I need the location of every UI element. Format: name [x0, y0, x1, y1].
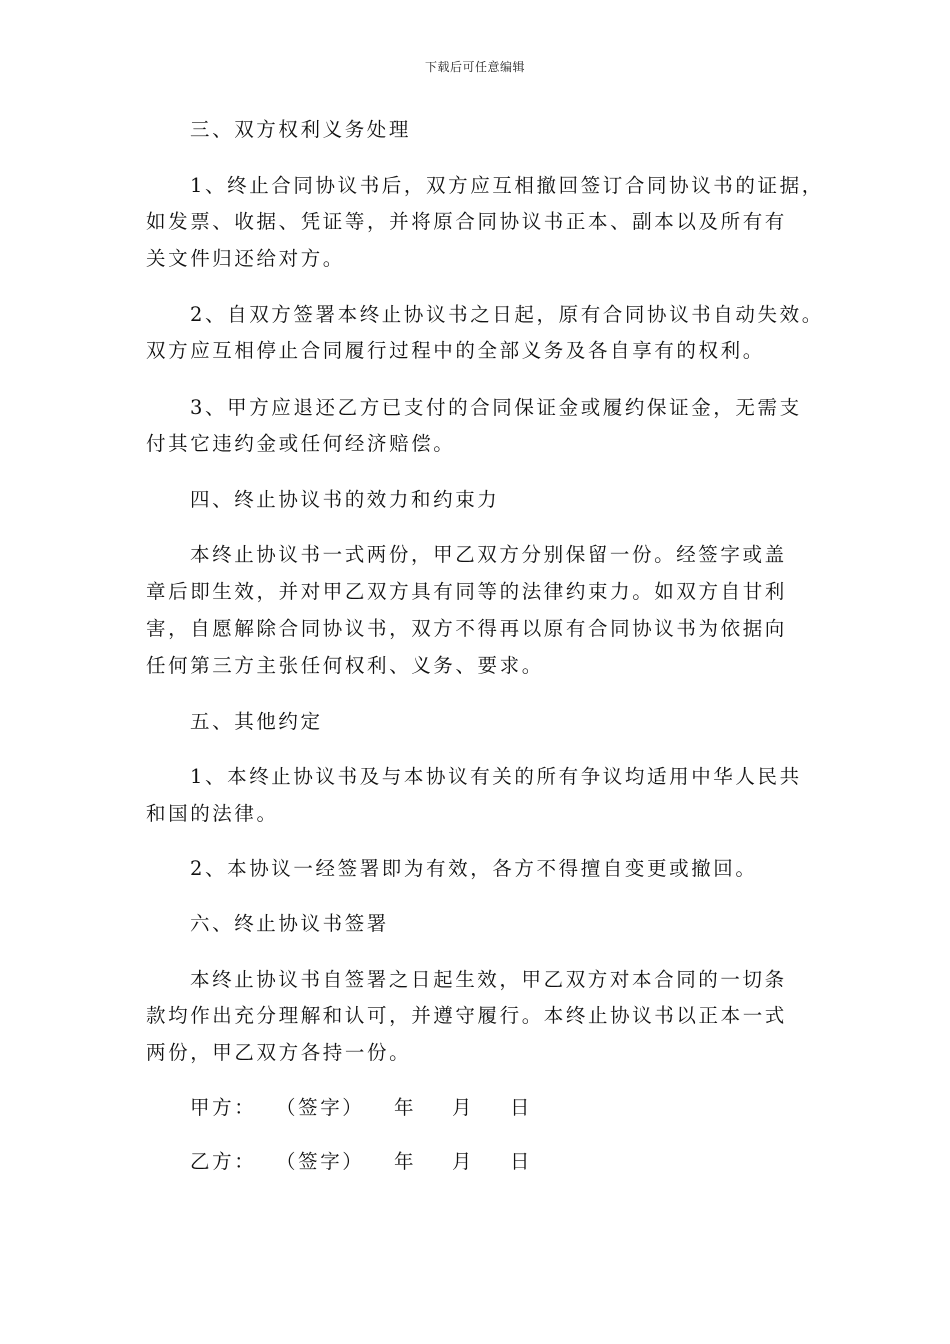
day-label: 日 [510, 1150, 533, 1173]
paragraph-line: 章后即生效，并对甲乙双方具有同等的法律约束力。如双方自甘利 [146, 580, 787, 603]
sign-label: （签字） [276, 1096, 365, 1119]
signature-row-party-b [190, 1150, 532, 1174]
paragraph-line: 3、甲方应退还乙方已支付的合同保证金或履约保证金，无需支 [190, 396, 802, 419]
paragraph-line: 1、本终止协议书及与本协议有关的所有争议均适用中华人民共 [190, 765, 802, 788]
day-label: 日 [510, 1096, 533, 1119]
paragraph-line: 2、自双方签署本终止协议书之日起，原有合同协议书自动失效。 [190, 303, 824, 326]
paragraph-line: 任何第三方主张任何权利、义务、要求。 [146, 654, 544, 677]
section-title-4: 四、终止协议书的效力和约束力 [190, 488, 500, 511]
paragraph-line: 和国的法律。 [146, 802, 279, 825]
month-label: 月 [452, 1150, 475, 1173]
paragraph-line: 关文件归还给对方。 [146, 247, 345, 270]
section-title-6: 六、终止协议书签署 [190, 912, 389, 935]
year-label: 年 [394, 1150, 417, 1173]
paragraph-line: 款均作出充分理解和认可，并遵守履行。本终止协议书以正本一式 [146, 1004, 787, 1027]
section-title-5: 五、其他约定 [190, 710, 323, 733]
year-label: 年 [394, 1096, 417, 1119]
paragraph-line: 本终止协议书自签署之日起生效，甲乙双方对本合同的一切条 [190, 968, 787, 991]
paragraph-line: 1、终止合同协议书后，双方应互相撤回签订合同协议书的证据， [190, 174, 824, 197]
party-label: 甲方： [190, 1096, 257, 1119]
paragraph-line: 本终止协议书一式两份，甲乙双方分别保留一份。经签字或盖 [190, 543, 787, 566]
signature-row-party-a [190, 1096, 532, 1120]
party-label: 乙方： [190, 1150, 257, 1173]
sign-label: （签字） [276, 1150, 365, 1173]
section-title-3: 三、双方权利义务处理 [190, 118, 412, 141]
paragraph-line: 2、本协议一经签署即为有效，各方不得擅自变更或撤回。 [190, 857, 758, 880]
paragraph-line: 如发票、收据、凭证等，并将原合同协议书正本、副本以及所有有 [146, 210, 787, 233]
header-note: 下载后可任意编辑 [424, 60, 525, 74]
paragraph-line: 付其它违约金或任何经济赔偿。 [146, 432, 456, 455]
paragraph-line: 害，自愿解除合同协议书，双方不得再以原有合同协议书为依据向 [146, 617, 787, 640]
paragraph-line: 两份，甲乙双方各持一份。 [146, 1041, 412, 1064]
paragraph-line: 双方应互相停止合同履行过程中的全部义务及各自享有的权利。 [146, 339, 765, 362]
month-label: 月 [452, 1096, 475, 1119]
